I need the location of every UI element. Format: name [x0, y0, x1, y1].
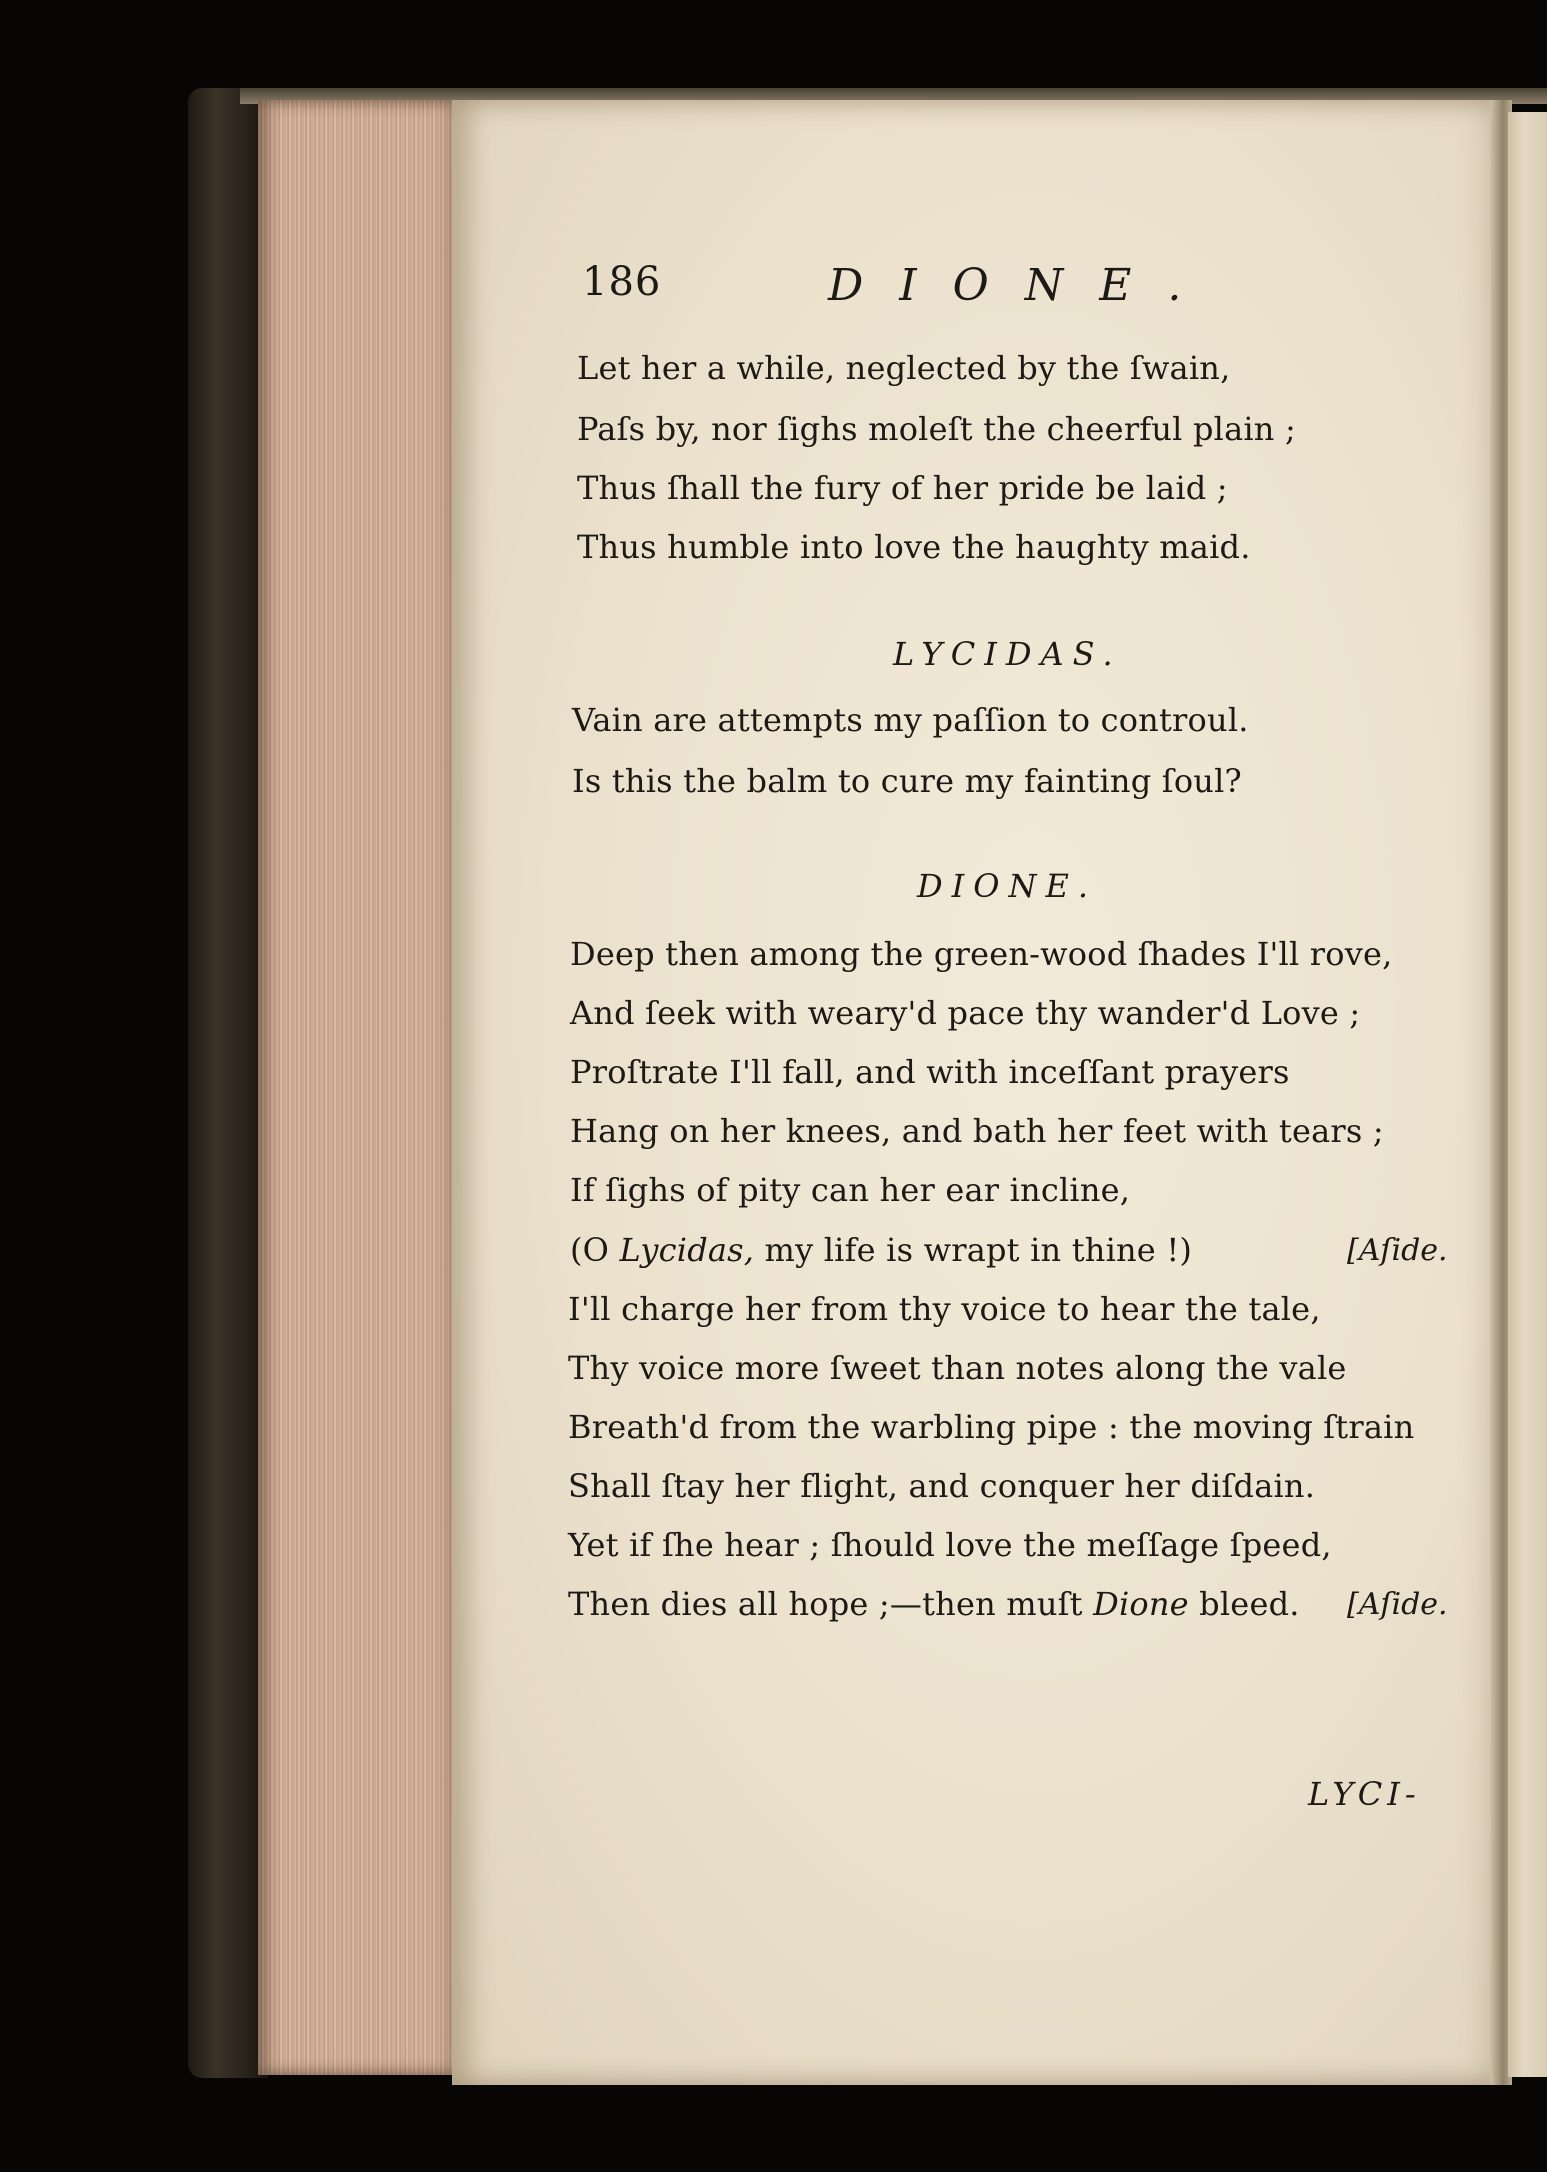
verse-line: Hang on her knees, and bath her feet with tears ;	[570, 1112, 1384, 1150]
character-name: Dione	[1093, 1585, 1189, 1623]
verse-line: Thy voice more ſweet than notes along the vale	[568, 1349, 1347, 1387]
book-cover-edge	[188, 88, 268, 2078]
verse-line: Let her a while, neglected by the ſwain,	[577, 349, 1231, 387]
running-title: DIONE.	[828, 260, 1218, 311]
verse-line: Paſs by, nor ſighs moleſt the cheerful plain ;	[577, 410, 1296, 448]
character-name: Lycidas,	[619, 1231, 755, 1269]
verse-line: If ſighs of pity can her ear incline,	[570, 1171, 1131, 1209]
verse-line: And ſeek with weary'd pace thy wander'd Love ;	[570, 994, 1361, 1032]
verse-line: Yet if ſhe hear ; ſhould love the meſſage ſpeed,	[568, 1526, 1332, 1564]
verse-line: Thus ſhall the fury of her pride be laid ;	[577, 469, 1228, 507]
verse-line: Shall ſtay her flight, and conquer her diſdain.	[568, 1467, 1316, 1505]
verse-line	[568, 1585, 1300, 1623]
verse-line: Deep then among the green-wood ſhades I'll rove,	[570, 935, 1393, 973]
verse-text: (O	[570, 1231, 620, 1269]
stage-direction: [Aſide.	[1347, 1587, 1448, 1622]
speaker-heading: LYCIDAS.	[893, 635, 1122, 673]
speaker-heading: DIONE.	[917, 867, 1098, 905]
page-number: 186	[582, 259, 662, 305]
verse-line: Breath'd from the warbling pipe : the moving ſtrain	[568, 1408, 1415, 1446]
facing-page-edge	[1508, 112, 1547, 2077]
verse-line: Vain are attempts my paſſion to controul.	[572, 701, 1249, 739]
verse-text: my life is wrapt in thine !)	[754, 1231, 1193, 1269]
stage-direction: [Aſide.	[1347, 1233, 1448, 1268]
verse-line: Thus humble into love the haughty maid.	[577, 528, 1251, 566]
verse-line: Is this the balm to cure my fainting ſoul?	[572, 762, 1242, 800]
verse-line	[570, 1231, 1193, 1269]
verse-text: bleed.	[1188, 1585, 1300, 1623]
catchword: LYCI-	[1308, 1775, 1421, 1813]
verse-line: I'll charge her from thy voice to hear the tale,	[568, 1290, 1321, 1328]
page-edges	[258, 100, 463, 2075]
verse-line: Proſtrate I'll fall, and with inceſſant prayers	[570, 1053, 1290, 1091]
verse-text: Then dies all hope ;—then muſt	[568, 1585, 1094, 1623]
